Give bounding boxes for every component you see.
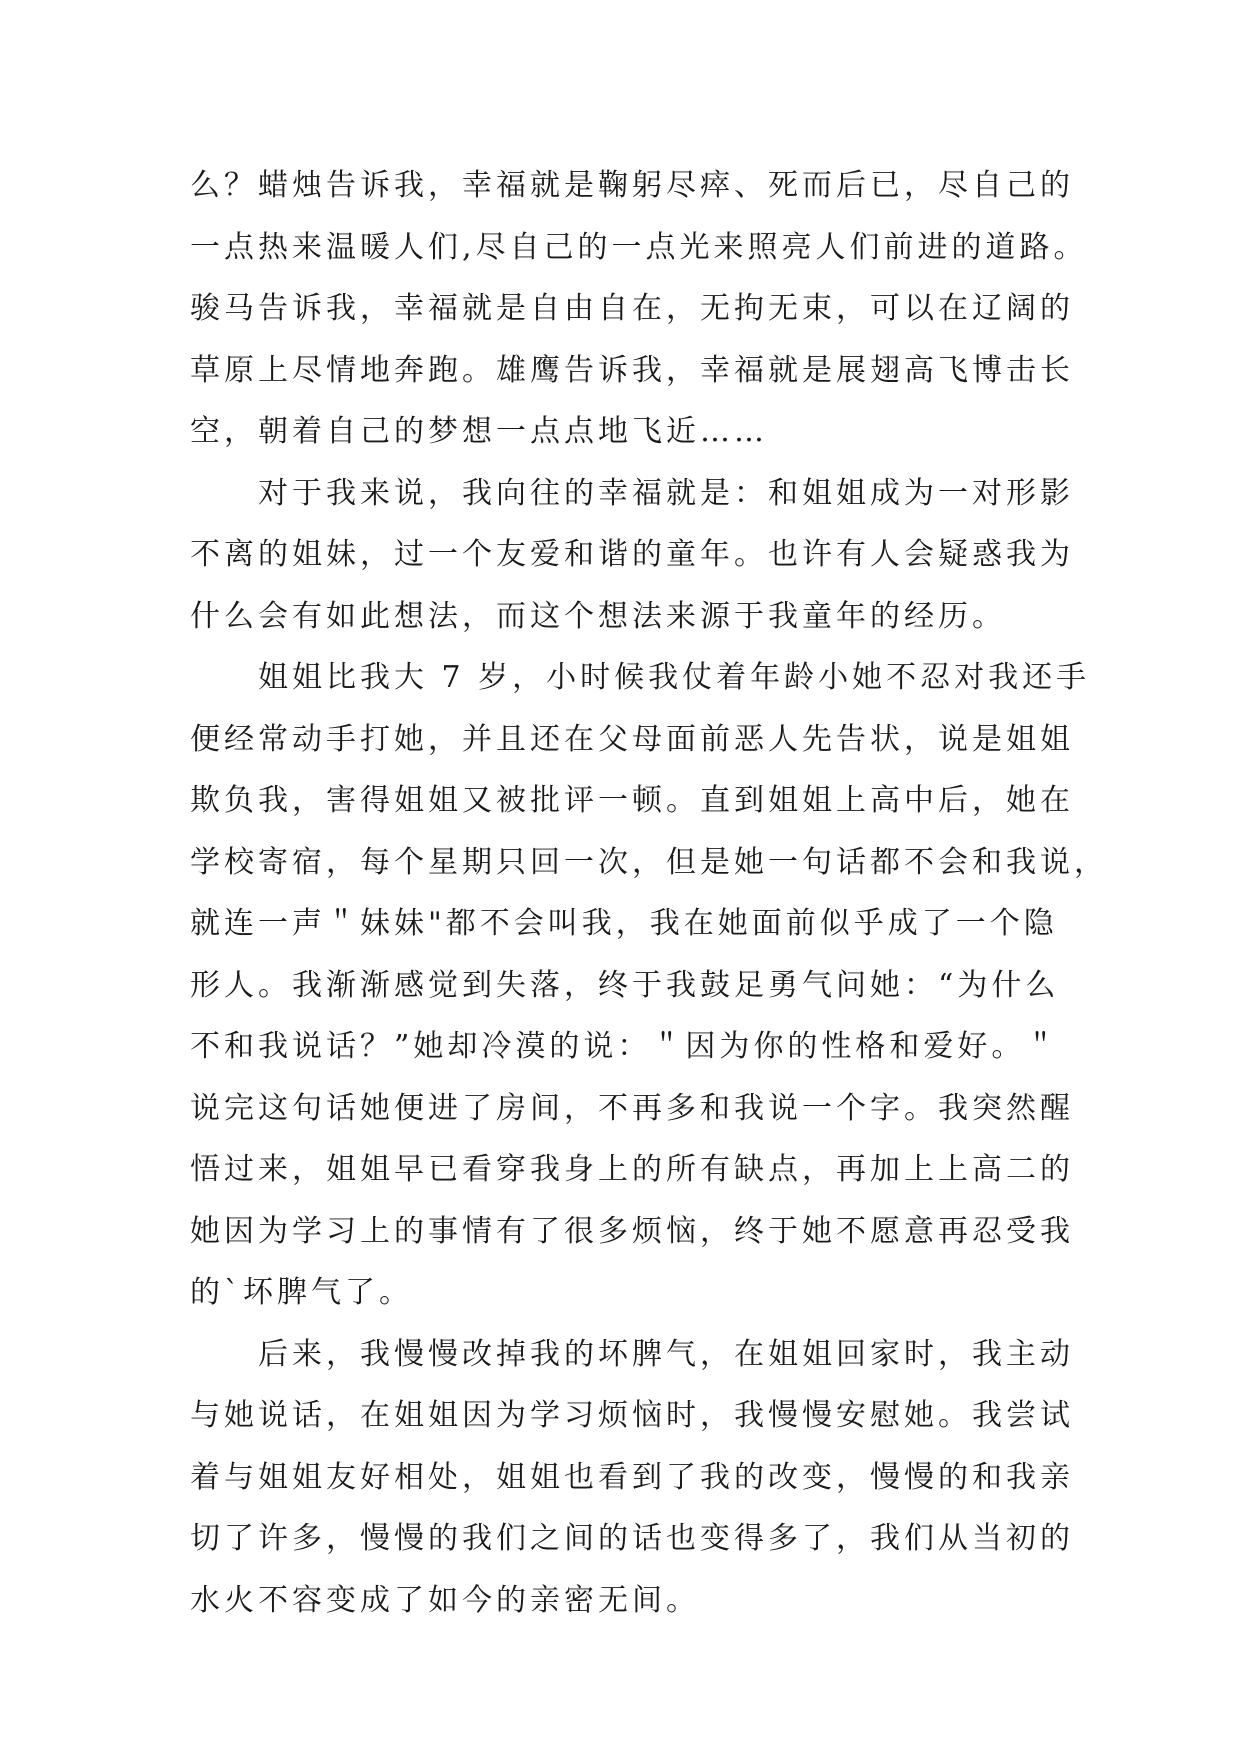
paragraph-4 [190,1324,1074,1632]
text-line: 后来，我慢慢改掉我的坏脾气，在姐姐回家时，我主动 [258,1336,1074,1372]
text-line: 的`坏脾气了。 [190,1275,413,1310]
text-line: 水火不容变成了如今的亲密无间。 [190,1582,700,1618]
text-line: 欺负我，害得姐姐又被批评一顿。直到姐姐上高中后，她在 [190,783,1074,818]
text-line: 不离的姐妹，过一个友爱和谐的童年。也许有人会疑惑我为 [190,537,1074,572]
text-line: 不和我说话？”她却冷漠的说：＂因为你的性格和爱好。＂ [190,1029,1060,1064]
text-line: 空，朝着自己的梦想一点点地飞近…… [190,414,768,449]
text-line: 么？蜡烛告诉我，幸福就是鞠躬尽瘁、死而后已，尽自己的 [190,168,1074,203]
text-line: 形人。我渐渐感觉到失落，终于我鼓足勇气问她：“为什么 [190,967,1060,1003]
paragraph-1 [190,155,1088,463]
text-line: 与她说话，在姐姐因为学习烦恼时，我慢慢安慰她。我尝试 [190,1398,1074,1433]
text-line: 对于我来说，我向往的幸福就是：和姐姐成为一对形影 [258,475,1074,511]
text-line: 骏马告诉我，幸福就是自由自在，无拘无束，可以在辽阔的 [190,291,1074,326]
text-line: 说完这句话她便进了房间，不再多和我说一个字。我突然醒 [190,1090,1074,1126]
text-line: 便经常动手打她，并且还在父母面前恶人先告状，说是姐姐 [190,721,1074,757]
text-line: 悟过来，姐姐早已看穿我身上的所有缺点，再加上上高二的 [190,1152,1074,1187]
text-line: 切了许多，慢慢的我们之间的话也变得多了，我们从当初的 [190,1521,1074,1556]
text-line: 就连一声＂妹妹"都不会叫我，我在她面前似乎成了一个隐 [190,906,1058,941]
paragraph-3 [190,647,1108,1324]
document-body [190,155,1108,1631]
text-line: 一点热来温暖人们,尽自己的一点光来照亮人们前进的道路。 [190,229,1088,265]
text-line: 着与姐姐友好相处，姐姐也看到了我的改变，慢慢的和我亲 [190,1459,1074,1495]
text-line: 姐姐比我大 7 岁，小时候我仗着年龄小她不忍对我还手 [258,660,1091,695]
text-line: 草原上尽情地奔跑。雄鹰告诉我，幸福就是展翅高飞博击长 [190,352,1074,388]
text-line: 她因为学习上的事情有了很多烦恼，终于她不愿意再忍受我 [190,1213,1074,1249]
text-line: 什么会有如此想法，而这个想法来源于我童年的经历。 [190,598,1006,634]
text-line: 学校寄宿，每个星期只回一次，但是她一句话都不会和我说， [190,844,1108,880]
paragraph-2 [190,463,1074,648]
